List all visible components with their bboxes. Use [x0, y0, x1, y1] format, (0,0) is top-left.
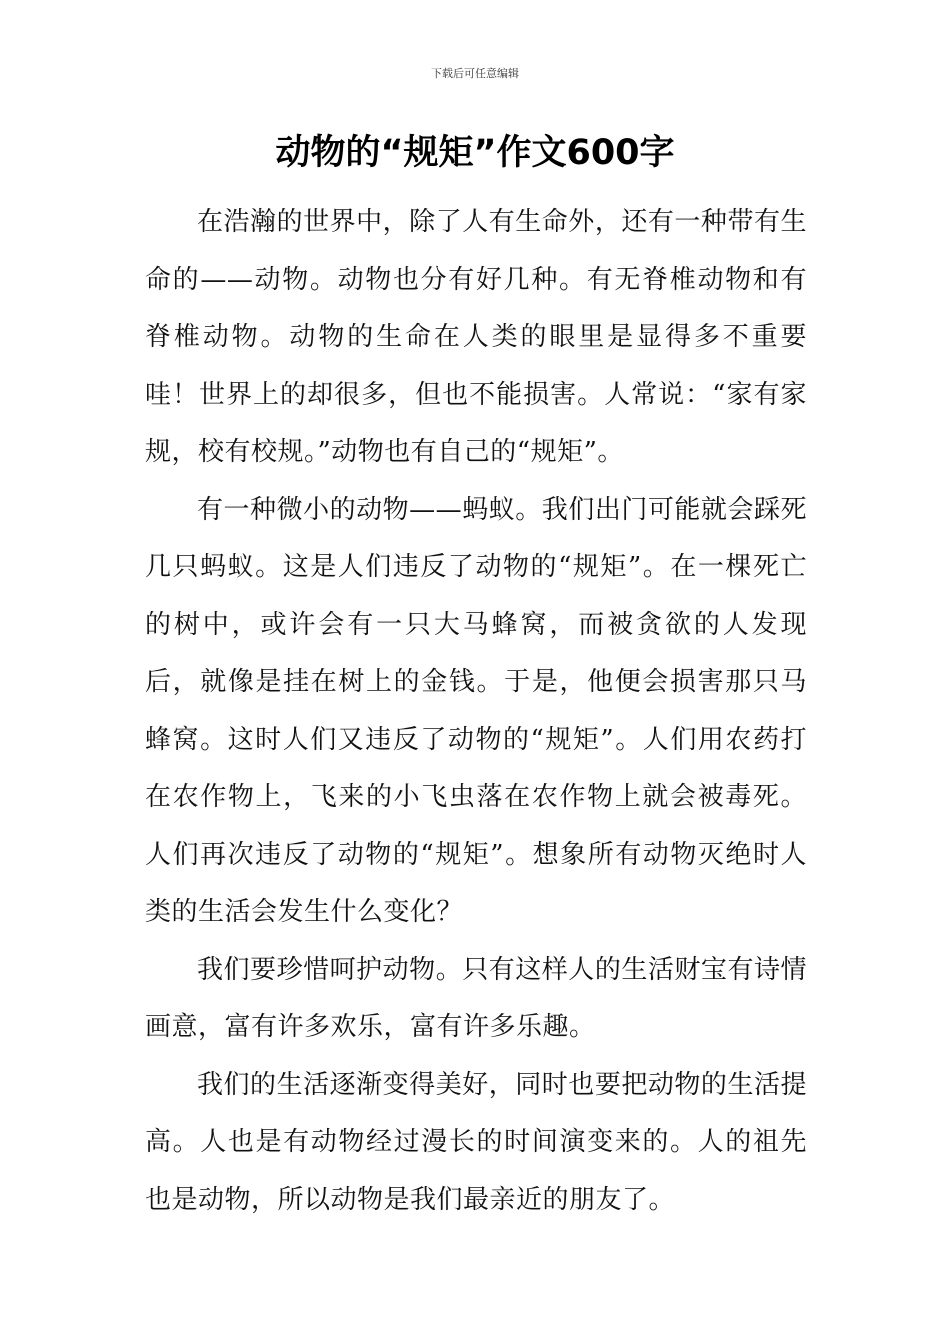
header-note: 下载后可任意编辑 — [431, 67, 519, 80]
paragraph-2: 有一种微小的动物——蚂蚁。我们出门可能就会踩死几只蚂蚁。这是人们违反了动物的“规矩”。在一棵死亡的树中，或许会有一只大马蜂窝，而被贪欲的人发现后，就像是挂在树上的金钱。于是，他便会损害那只马蜂窝。这时人们又违反了动物的“规矩”。人们用农药打在农作物上，飞来的小飞虫落在农作物上就会被毒死。人们再次违反了动物的“规矩”。想象所有动物灭绝时人类的生活会发生什么变化？ — [145, 494, 807, 927]
essay-body — [145, 194, 807, 1229]
page-title: 动物的“规矩”作文600字 — [275, 133, 675, 173]
paragraph-1: 在浩瀚的世界中，除了人有生命外，还有一种带有生命的——动物。动物也分有好几种。有无脊椎动物和有脊椎动物。动物的生命在人类的眼里是显得多不重要哇！世界上的却很多，但也不能损害。人常说：“家有家规，校有校规。”动物也有自己的“规矩”。 — [145, 207, 807, 467]
paragraph-3: 我们要珍惜呵护动物。只有这样人的生活财宝有诗情画意，富有许多欢乐，富有许多乐趣。 — [145, 954, 807, 1042]
paragraph-4: 我们的生活逐渐变得美好，同时也要把动物的生活提高。人也是有动物经过漫长的时间演变来的。人的祖先也是动物，所以动物是我们最亲近的朋友了。 — [145, 1069, 807, 1215]
